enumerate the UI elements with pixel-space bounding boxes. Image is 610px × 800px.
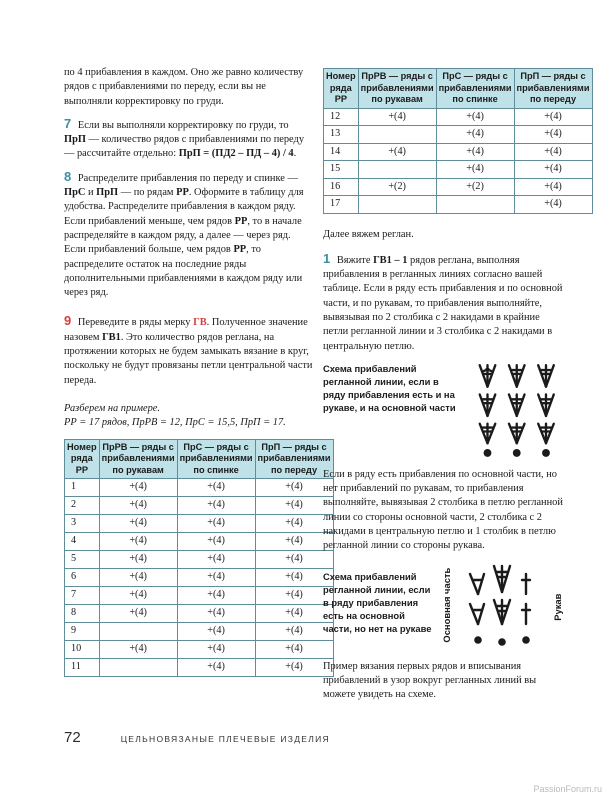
cell-row-number: 14 (324, 143, 359, 161)
cell-sleeves: +(4) (358, 108, 436, 126)
cell-front: +(4) (514, 196, 592, 214)
example: Разберем на примере. РР = 17 рядов, ПрРВ = 12, ПрС = 15,5, ПрП = 17. (64, 402, 286, 429)
scheme-1 (323, 362, 565, 462)
page-footer (64, 729, 330, 746)
cell-front: +(4) (255, 641, 333, 659)
table-row (324, 108, 593, 126)
col-header-sleeves: ПрРВ — ряды с прибавлениями по рукавам (358, 69, 436, 109)
cell-front: +(4) (514, 161, 592, 179)
cell-back: +(4) (436, 108, 514, 126)
col-header-back: ПрС — ряды с прибавлениями по спинке (177, 439, 255, 479)
cell-row-number: 11 (65, 659, 100, 677)
table-row (324, 196, 593, 214)
cell-front: +(4) (255, 623, 333, 641)
cell-sleeves: +(4) (99, 479, 177, 497)
cell-back: +(4) (177, 479, 255, 497)
table-row (65, 479, 334, 497)
col-header-back: ПрС — ряды с прибавлениями по спинке (436, 69, 514, 109)
table-row (65, 659, 334, 677)
col-header-front: ПрП — ряды с прибавлениями по переду (514, 69, 592, 109)
table-row (65, 605, 334, 623)
step-7: 7 Если вы выполняли корректировку по груди, то ПрП — количество рядов с прибавлениями по переду — рассчитайте отдельно: ПрП = (ПД2 – ПД – 4) / 4. (64, 115, 305, 160)
cell-row-number: 9 (65, 623, 100, 641)
cell-row-number: 13 (324, 126, 359, 144)
col-header-row-number: Номер ряда РР (65, 439, 100, 479)
cell-row-number: 10 (65, 641, 100, 659)
col-header-row-number: Номер ряда РР (324, 69, 359, 109)
cell-front: +(4) (514, 126, 592, 144)
cell-front: +(4) (514, 108, 592, 126)
cell-row-number: 6 (65, 569, 100, 587)
cell-back: +(4) (436, 126, 514, 144)
scheme-2-caption: Схема прибавлений регланной линии, если в ряду прибавления есть на основной части, но нет на рукаве (323, 570, 432, 634)
step-8: 8 Распределите прибавления по переду и спинке — ПрС и ПрП — по рядам РР. Оформите в таблицу для удобства. Распределите прибавления в каждом ряду. Если прибавлений меньше, чем рядов РР, то в начале распределяйте в каждом ряду, а далее — через ряд. Если прибавлений больше, чем рядов РР, то распределите остаток на последние ряды дополнительными прибавлениями в каждом ряду или через ряд. (64, 168, 304, 299)
formula: ПрП = (ПД2 – ПД – 4) / 4 (178, 148, 294, 160)
cell-back: +(2) (436, 178, 514, 196)
label-sleeve: Рукав (551, 593, 563, 621)
table-row (65, 497, 334, 515)
table-row (324, 126, 593, 144)
step-1: 1 Вяжите ГВ1 – 1 рядов реглана, выполняя прибавления в регланных линиях согласно вашей таблице. Если в ряду есть прибавления и по основной части, и по рукавам, то прибавления выполняйте, вывязывая по 2 столбика с 2 накидами в крайние петли регланной линии и 3 столбика с 2 накидами в центральную петлю. (323, 250, 563, 352)
increase-table-part-2 (323, 68, 593, 214)
table-row (65, 623, 334, 641)
step-8-number: 8 (64, 168, 72, 184)
running-title: ЦЕЛЬНОВЯЗАНЫЕ ПЛЕЧЕВЫЕ ИЗДЕЛИЯ (120, 734, 330, 744)
table-row (65, 641, 334, 659)
cell-row-number: 17 (324, 196, 359, 214)
cell-row-number: 4 (65, 533, 100, 551)
cell-front: +(4) (255, 497, 333, 515)
right-column (323, 68, 590, 711)
cell-sleeves: +(4) (99, 515, 177, 533)
cell-row-number: 3 (65, 515, 100, 533)
cell-row-number: 5 (65, 551, 100, 569)
cell-row-number: 12 (324, 108, 359, 126)
cell-sleeves (99, 659, 177, 677)
cell-front: +(4) (255, 479, 333, 497)
cell-sleeves: +(4) (358, 143, 436, 161)
cell-back: +(4) (177, 551, 255, 569)
scheme-2 (323, 562, 565, 654)
cell-front: +(4) (514, 178, 592, 196)
table-row (65, 533, 334, 551)
cell-back: +(4) (177, 587, 255, 605)
cell-sleeves: +(4) (99, 569, 177, 587)
cell-back: +(4) (177, 569, 255, 587)
table-row (65, 569, 334, 587)
col-header-sleeves: ПрРВ — ряды с прибавлениями по рукавам (99, 439, 177, 479)
paragraph-no-sleeve: Если в ряду есть прибавления по основной части, но нет прибавлений по рукавам, то прибавления выполняйте, вывязывая 2 столбика в петлю регланной линии со стороны основной части, 2 столбика с 2 накидами в центральную петлю и 1 столбик в петлю регланной линии со стороны рукава. (323, 468, 563, 552)
table-row (324, 178, 593, 196)
cell-front: +(4) (255, 605, 333, 623)
cell-sleeves: +(2) (358, 178, 436, 196)
increase-table-part-1 (64, 439, 334, 678)
cell-front: +(4) (255, 587, 333, 605)
cell-front: +(4) (514, 143, 592, 161)
table-row (65, 587, 334, 605)
cell-sleeves (358, 196, 436, 214)
cell-back: +(4) (177, 533, 255, 551)
crochet-chart-1-icon (468, 362, 565, 462)
cell-front: +(4) (255, 659, 333, 677)
cell-row-number: 15 (324, 161, 359, 179)
scheme-1-caption: Схема прибавлений регланной линии, если в ряду прибавления есть и на рукаве, и на основной части (323, 362, 456, 413)
cell-sleeves: +(4) (99, 533, 177, 551)
cell-sleeves (99, 623, 177, 641)
cell-sleeves (358, 126, 436, 144)
cell-sleeves: +(4) (99, 497, 177, 515)
cell-back (436, 196, 514, 214)
cell-sleeves: +(4) (99, 605, 177, 623)
cell-back: +(4) (177, 623, 255, 641)
cell-row-number: 2 (65, 497, 100, 515)
watermark: PassionForum.ru (533, 784, 602, 794)
cell-sleeves: +(4) (99, 641, 177, 659)
cell-front: +(4) (255, 551, 333, 569)
cell-front: +(4) (255, 533, 333, 551)
paragraph-example-chart: Пример вязания первых рядов и вписывания прибавлений в узор вокруг регланных линий вы можете увидеть на схеме. (323, 660, 537, 701)
table-row (65, 515, 334, 533)
cell-sleeves: +(4) (99, 551, 177, 569)
paragraph-intro: по 4 прибавления в каждом. Оно же равно количеству рядов с прибавлениями по переду, если вы не выполняли корректировку по груди. (64, 67, 304, 107)
label-main-part: Основная часть (440, 567, 452, 643)
table-row (324, 161, 593, 179)
step-9: 9 Переведите в ряды мерку ГВ. Полученное значение назовем ГВ1. Это количество рядов реглана, на протяжении которых не будем замыкать вязание в круг, поскольку не будут провязаны петли центральной части переда. (64, 313, 313, 386)
step-7-number: 7 (64, 115, 72, 131)
crochet-chart-2-icon (460, 562, 550, 652)
cell-back: +(4) (436, 143, 514, 161)
cell-back: +(4) (177, 497, 255, 515)
cell-row-number: 16 (324, 178, 359, 196)
cell-row-number: 1 (65, 479, 100, 497)
col-header-front: ПрП — ряды с прибавлениями по переду (255, 439, 333, 479)
cell-back: +(4) (177, 659, 255, 677)
cell-sleeves: +(4) (99, 587, 177, 605)
cell-row-number: 8 (65, 605, 100, 623)
cell-sleeves (358, 161, 436, 179)
step-1-number: 1 (323, 250, 331, 266)
cell-back: +(4) (177, 605, 255, 623)
cell-back: +(4) (177, 515, 255, 533)
cell-back: +(4) (177, 641, 255, 659)
cell-back: +(4) (436, 161, 514, 179)
left-column (64, 66, 331, 677)
table-row (65, 551, 334, 569)
cell-front: +(4) (255, 515, 333, 533)
cell-front: +(4) (255, 569, 333, 587)
page-number: 72 (64, 729, 81, 746)
table-row (324, 143, 593, 161)
then-text: Далее вяжем реглан. (323, 228, 414, 240)
cell-row-number: 7 (65, 587, 100, 605)
step-9-number: 9 (64, 313, 72, 329)
